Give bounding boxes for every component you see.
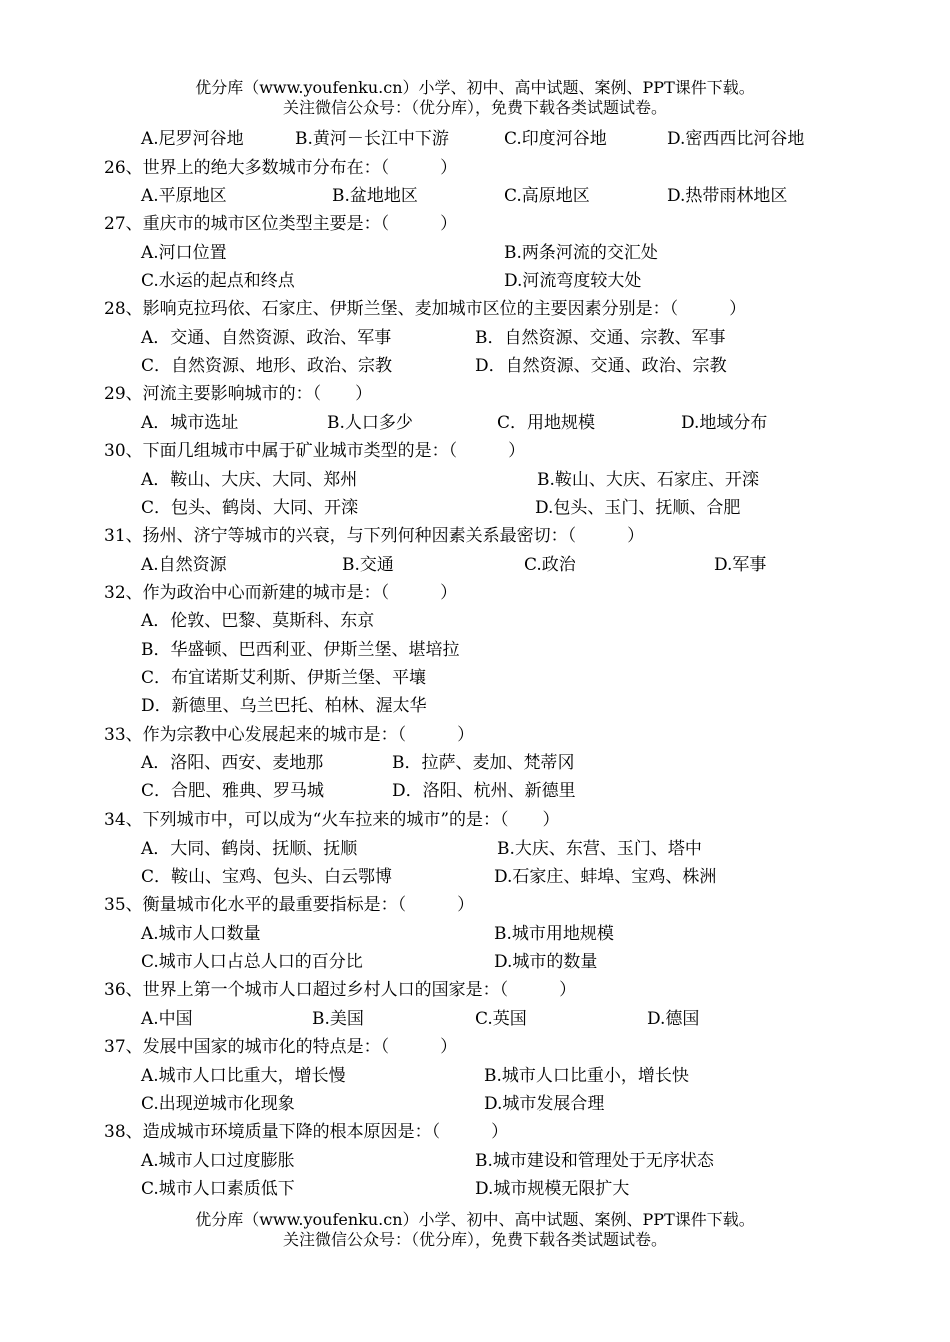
q36-option-d: D.德国: [647, 1009, 700, 1029]
q31-options: [0, 551, 950, 579]
q37-stem: [0, 1033, 950, 1061]
q26-option-a: A.平原地区: [141, 186, 227, 206]
q32-option-a-row: [0, 607, 950, 635]
q38-option-b: B.城市建设和管理处于无序状态: [475, 1151, 714, 1171]
q38-stem: [0, 1118, 950, 1146]
q29-stem: [0, 380, 950, 408]
q37-option-b: B.城市人口比重小，增长快: [484, 1066, 689, 1086]
footer-line-2: 关注微信公众号：（优分库），免费下载各类试题试卷。: [282, 1230, 667, 1249]
q32-option-d-row: [0, 692, 950, 720]
q38-options-row2: [0, 1175, 950, 1203]
q30-option-d: D.包头、玉门、抚顺、合肥: [535, 498, 741, 518]
q37-option-c: C.出现逆城市化现象: [141, 1094, 295, 1114]
q33-option-a: A．洛阳、西安、麦地那: [141, 753, 324, 773]
q32-option-c: C．布宜诺斯艾利斯、伊斯兰堡、平壤: [141, 668, 427, 688]
q37-options-row2: [0, 1090, 950, 1118]
q26-option-d: D.热带雨林地区: [667, 186, 788, 206]
q36-stem: [0, 976, 950, 1004]
q36-stem-text: 36、世界上第一个城市人口超过乡村人口的国家是：（ ）: [104, 980, 577, 1000]
q34-stem: [0, 806, 950, 834]
q33-option-d: D．洛阳、杭州、新德里: [392, 781, 576, 801]
q34-option-d: D.石家庄、蚌埠、宝鸡、株洲: [494, 867, 717, 887]
q35-options-row1: [0, 920, 950, 948]
q26-option-c: C.高原地区: [504, 186, 590, 206]
q31-option-a: A.自然资源: [141, 555, 227, 575]
q30-option-b: B.鞍山、大庆、石家庄、开滦: [537, 470, 759, 490]
q37-options-row1: [0, 1062, 950, 1090]
q34-option-c: C．鞍山、宝鸡、包头、白云鄂博: [141, 867, 393, 887]
q25-option-d: D.密西西比河谷地: [667, 129, 805, 149]
q28-stem-text: 28、影响克拉玛依、石家庄、伊斯兰堡、麦加城市区位的主要因素分别是：（ ）: [104, 299, 747, 319]
q33-options-row1: [0, 749, 950, 777]
q31-stem-text: 31、扬州、济宁等城市的兴衰，与下列何种因素关系最密切：（ ）: [104, 526, 645, 546]
q30-options-row2: [0, 494, 950, 522]
q33-stem-text: 33、作为宗教中心发展起来的城市是：（ ）: [104, 725, 475, 745]
q35-stem-text: 35、衡量城市化水平的最重要指标是：（ ）: [104, 895, 475, 915]
q27-option-c: C.水运的起点和终点: [141, 271, 295, 291]
q28-option-c: C．自然资源、地形、政治、宗教: [141, 356, 393, 376]
q35-option-d: D.城市的数量: [494, 952, 598, 972]
q38-option-d: D.城市规模无限扩大: [475, 1179, 630, 1199]
q34-options-row2: [0, 863, 950, 891]
q29-options: [0, 409, 950, 437]
q28-option-b: B．自然资源、交通、宗教、军事: [475, 328, 726, 348]
q25-option-b: B.黄河－长江中下游: [295, 129, 449, 149]
q31-option-c: C.政治: [524, 555, 576, 575]
q32-stem-text: 32、作为政治中心而新建的城市是：（ ）: [104, 583, 458, 603]
q27-stem: [0, 210, 950, 238]
q33-stem: [0, 721, 950, 749]
q34-option-b: B.大庆、东营、玉门、塔中: [497, 839, 702, 859]
q31-option-b: B.交通: [342, 555, 394, 575]
q32-option-b-row: [0, 636, 950, 664]
q26-stem-text: 26、世界上的绝大多数城市分布在：（ ）: [104, 158, 458, 178]
q25-option-c: C.印度河谷地: [504, 129, 607, 149]
q32-option-a: A．伦敦、巴黎、莫斯科、东京: [141, 611, 375, 631]
q28-stem: [0, 295, 950, 323]
q35-stem: [0, 891, 950, 919]
q35-option-a: A.城市人口数量: [141, 924, 261, 944]
q34-options-row1: [0, 835, 950, 863]
q36-option-b: B.美国: [312, 1009, 364, 1029]
q25-option-a: A.尼罗河谷地: [141, 129, 244, 149]
q27-stem-text: 27、重庆市的城市区位类型主要是：（ ）: [104, 214, 458, 234]
q36-option-a: A.中国: [141, 1009, 193, 1029]
q36-options: [0, 1005, 950, 1033]
q29-option-c: C．用地规模: [497, 413, 596, 433]
q33-option-c: C．合肥、雅典、罗马城: [141, 781, 325, 801]
q26-option-b: B.盆地地区: [332, 186, 418, 206]
q32-option-b: B．华盛顿、巴西利亚、伊斯兰堡、堪培拉: [141, 640, 460, 660]
q33-option-b: B．拉萨、麦加、梵蒂冈: [392, 753, 575, 773]
q29-option-a: A．城市选址: [141, 413, 239, 433]
q31-option-d: D.军事: [714, 555, 767, 575]
q32-option-c-row: [0, 664, 950, 692]
q30-stem: [0, 437, 950, 465]
q29-stem-text: 29、河流主要影响城市的：（ ）: [104, 384, 373, 404]
q29-option-b: B.人口多少: [327, 413, 413, 433]
q37-stem-text: 37、发展中国家的城市化的特点是：（ ）: [104, 1037, 458, 1057]
q32-stem: [0, 579, 950, 607]
q37-option-d: D.城市发展合理: [484, 1094, 605, 1114]
q30-option-c: C．包头、鹤岗、大同、开滦: [141, 498, 359, 518]
q35-option-c: C.城市人口占总人口的百分比: [141, 952, 363, 972]
q26-options: [0, 182, 950, 210]
q27-option-d: D.河流弯度较大处: [504, 271, 642, 291]
q38-options-row1: [0, 1147, 950, 1175]
q30-stem-text: 30、下面几组城市中属于矿业城市类型的是：（ ）: [104, 441, 526, 461]
q25-options: [0, 125, 950, 153]
footer-line-1: 优分库（www.youfenku.cn）小学、初中、高中试题、案例、PPT课件下载。: [195, 1210, 755, 1229]
header-line-2: 关注微信公众号：（优分库），免费下载各类试题试卷。: [282, 98, 667, 117]
q28-options-row1: [0, 324, 950, 352]
q27-options-row1: [0, 239, 950, 267]
q38-stem-text: 38、造成城市环境质量下降的根本原因是：（ ）: [104, 1122, 509, 1142]
q36-option-c: C.英国: [475, 1009, 527, 1029]
q30-option-a: A．鞍山、大庆、大同、郑州: [141, 470, 358, 490]
q28-option-d: D．自然资源、交通、政治、宗教: [475, 356, 727, 376]
q29-option-d: D.地域分布: [681, 413, 768, 433]
q27-option-a: A.河口位置: [141, 243, 227, 263]
q38-option-a: A.城市人口过度膨胀: [141, 1151, 295, 1171]
q37-option-a: A.城市人口比重大，增长慢: [141, 1066, 346, 1086]
q28-option-a: A．交通、自然资源、政治、军事: [141, 328, 392, 348]
header-line-1: 优分库（www.youfenku.cn）小学、初中、高中试题、案例、PPT课件下载。: [195, 78, 755, 97]
q34-stem-text: 34、下列城市中，可以成为“火车拉来的城市”的是：（ ）: [104, 810, 560, 830]
q27-option-b: B.两条河流的交汇处: [504, 243, 658, 263]
q38-option-c: C.城市人口素质低下: [141, 1179, 295, 1199]
q35-options-row2: [0, 948, 950, 976]
q34-option-a: A．大同、鹤岗、抚顺、抚顺: [141, 839, 358, 859]
q26-stem: [0, 154, 950, 182]
q27-options-row2: [0, 267, 950, 295]
q31-stem: [0, 522, 950, 550]
q28-options-row2: [0, 352, 950, 380]
q30-options-row1: [0, 466, 950, 494]
q35-option-b: B.城市用地规模: [494, 924, 614, 944]
q32-option-d: D．新德里、乌兰巴托、柏林、渥太华: [141, 696, 427, 716]
q33-options-row2: [0, 777, 950, 805]
